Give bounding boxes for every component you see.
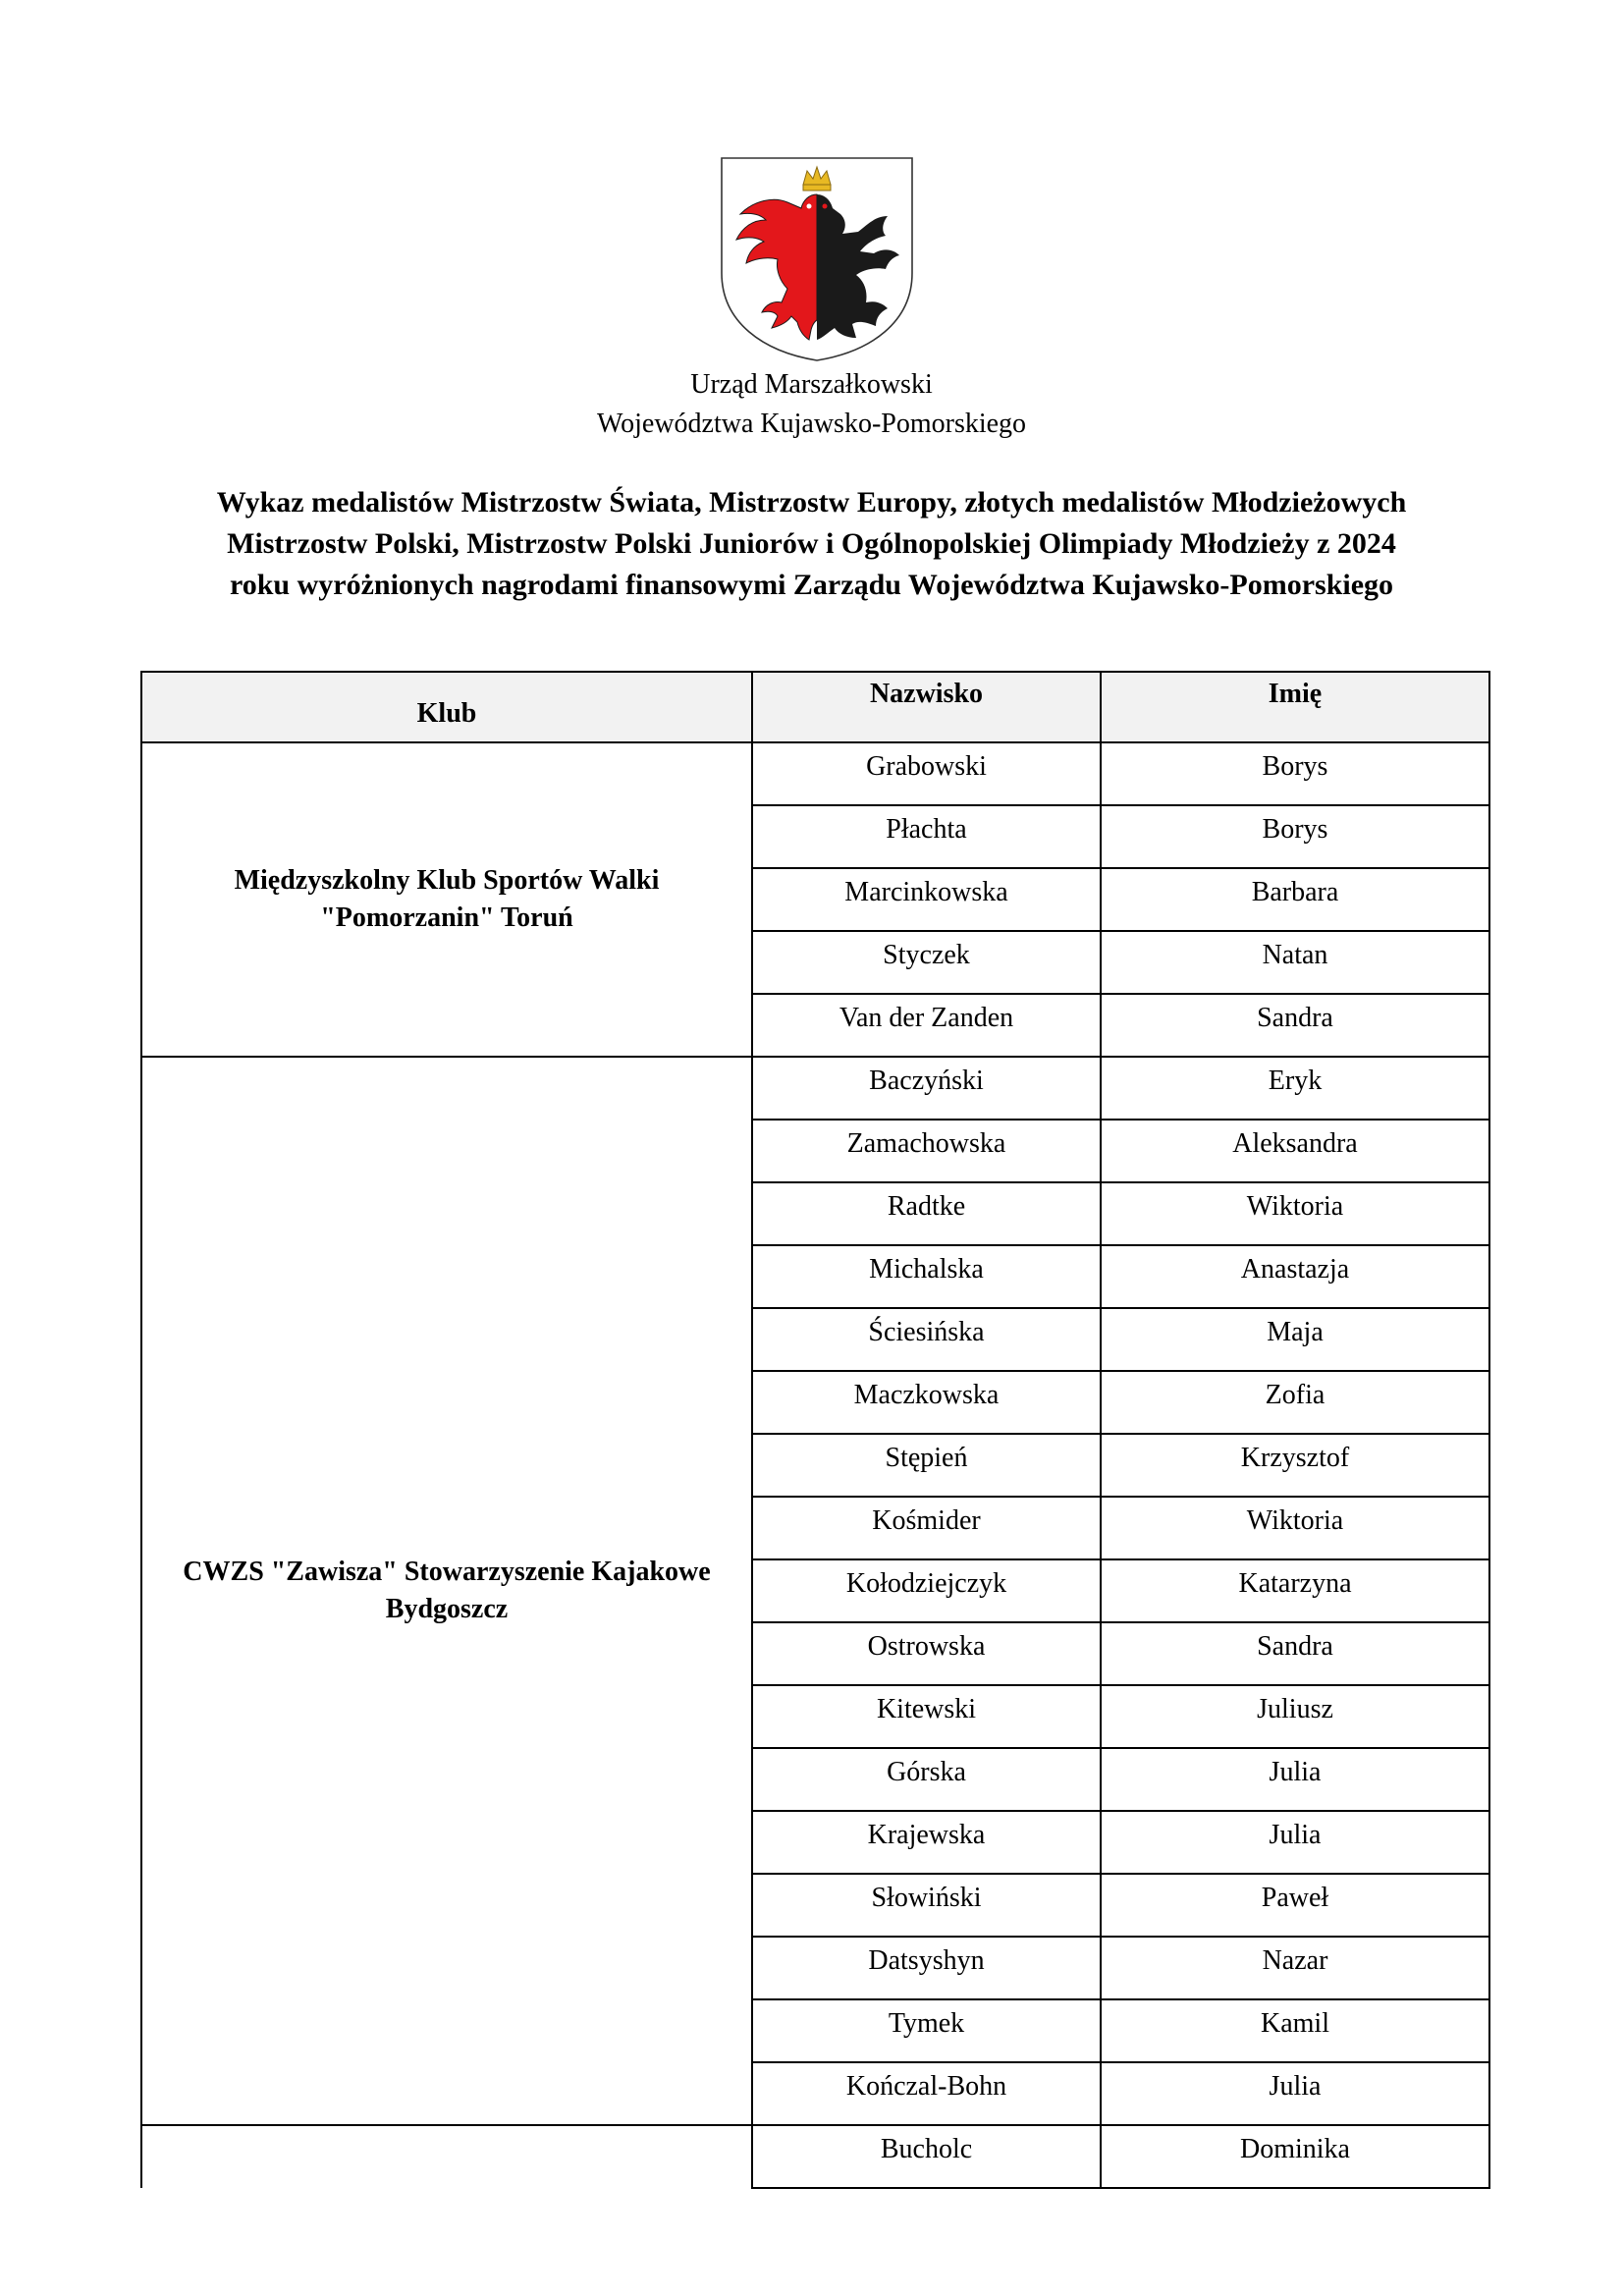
name-cell: Barbara: [1101, 868, 1489, 931]
surname-cell: Datsyshyn: [752, 1937, 1101, 1999]
surname-cell: Słowiński: [752, 1874, 1101, 1937]
name-cell: Kamil: [1101, 1999, 1489, 2062]
name-cell: Borys: [1101, 742, 1489, 805]
title-line: Wykaz medalistów Mistrzostw Świata, Mistrzostw Europy, złotych medalistów Młodzieżowych: [216, 486, 1407, 519]
surname-cell: Kośmider: [752, 1497, 1101, 1559]
surname-cell: Tymek: [752, 1999, 1101, 2062]
office-name-line1: Urząd Marszałkowski: [690, 369, 933, 400]
surname-cell: Kołodziejczyk: [752, 1559, 1101, 1622]
name-cell: Julia: [1101, 2062, 1489, 2125]
surname-cell: Ostrowska: [752, 1622, 1101, 1685]
surname-cell: Radtke: [752, 1182, 1101, 1245]
name-cell: Anastazja: [1101, 1245, 1489, 1308]
surname-cell: Kończal-Bohn: [752, 2062, 1101, 2125]
header-name: Imię: [1101, 672, 1489, 742]
title-line: Mistrzostw Polski, Mistrzostw Polski Juniorów i Ogólnopolskiej Olimpiady Młodzieży z 2024: [227, 527, 1396, 560]
table-header-row: [141, 672, 1489, 742]
surname-cell: Płachta: [752, 805, 1101, 868]
name-cell: Sandra: [1101, 1622, 1489, 1685]
surname-cell: Styczek: [752, 931, 1101, 994]
surname-cell: Krajewska: [752, 1811, 1101, 1874]
name-cell: Nazar: [1101, 1937, 1489, 1999]
name-cell: Wiktoria: [1101, 1182, 1489, 1245]
name-cell: Maja: [1101, 1308, 1489, 1371]
name-cell: Sandra: [1101, 994, 1489, 1057]
club-cell: [141, 2125, 752, 2188]
surname-cell: Maczkowska: [752, 1371, 1101, 1434]
surname-cell: Ściesińska: [752, 1308, 1101, 1371]
surname-cell: Marcinkowska: [752, 868, 1101, 931]
name-cell: Julia: [1101, 1748, 1489, 1811]
name-cell: Katarzyna: [1101, 1559, 1489, 1622]
club-name-line: "Pomorzanin" Toruń: [320, 902, 573, 933]
name-cell: Borys: [1101, 805, 1489, 868]
table-row: [141, 2125, 1489, 2188]
surname-cell: Górska: [752, 1748, 1101, 1811]
document-title: [147, 482, 1476, 606]
club-cell: [141, 742, 752, 1057]
surname-cell: Zamachowska: [752, 1120, 1101, 1182]
surname-cell: Baczyński: [752, 1057, 1101, 1120]
surname-cell: Van der Zanden: [752, 994, 1101, 1057]
table-row: [141, 1057, 1489, 1120]
club-name-line: Międzyszkolny Klub Sportów Walki: [234, 865, 660, 896]
table-row: [141, 742, 1489, 805]
name-cell: Paweł: [1101, 1874, 1489, 1937]
name-cell: Juliusz: [1101, 1685, 1489, 1748]
surname-cell: Stępień: [752, 1434, 1101, 1497]
club-name-line: Bydgoszcz: [385, 1594, 509, 1624]
name-cell: Zofia: [1101, 1371, 1489, 1434]
coat-of-arms-icon: [719, 155, 915, 363]
surname-cell: Bucholc: [752, 2125, 1101, 2188]
name-cell: Julia: [1101, 1811, 1489, 1874]
surname-cell: Grabowski: [752, 742, 1101, 805]
header-club: Klub: [141, 672, 752, 742]
name-cell: Eryk: [1101, 1057, 1489, 1120]
surname-cell: Kitewski: [752, 1685, 1101, 1748]
header-surname: Nazwisko: [752, 672, 1101, 742]
name-cell: Dominika: [1101, 2125, 1489, 2188]
name-cell: Wiktoria: [1101, 1497, 1489, 1559]
medalists-table: [140, 671, 1490, 2189]
title-line: roku wyróżnionych nagrodami finansowymi Zarządu Województwa Kujawsko-Pomorskiego: [229, 569, 1394, 601]
office-name-line2: Województwa Kujawsko-Pomorskiego: [596, 409, 1027, 439]
name-cell: Krzysztof: [1101, 1434, 1489, 1497]
club-cell: [141, 1057, 752, 2125]
name-cell: Aleksandra: [1101, 1120, 1489, 1182]
club-name-line: CWZS "Zawisza" Stowarzyszenie Kajakowe: [183, 1557, 711, 1587]
surname-cell: Michalska: [752, 1245, 1101, 1308]
name-cell: Natan: [1101, 931, 1489, 994]
